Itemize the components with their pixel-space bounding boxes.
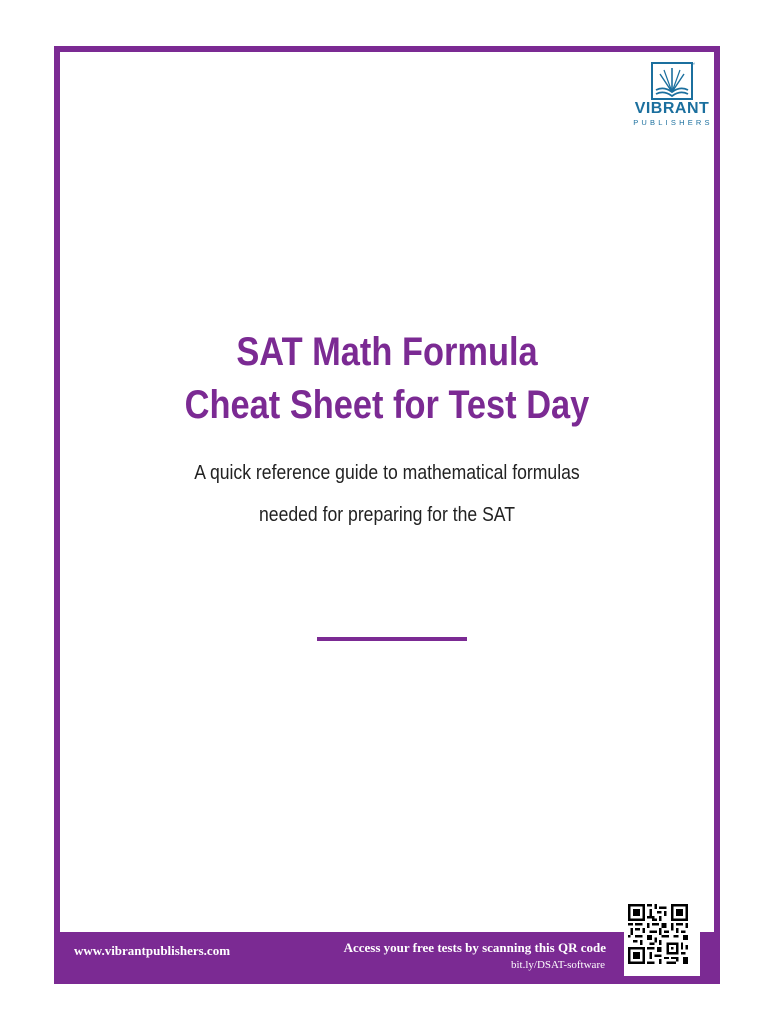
footer-bar — [60, 932, 714, 978]
open-book-logo-icon — [650, 62, 694, 100]
divider-rule — [317, 637, 467, 641]
trademark-symbol: ™ — [690, 62, 695, 68]
subtitle-line-1: A quick reference guide to mathematical formulas — [194, 462, 580, 484]
short-link[interactable]: bit.ly/DSAT-software — [510, 959, 605, 971]
subtitle-line-2: needed for preparing for the SAT — [258, 504, 515, 526]
page-frame — [54, 46, 720, 984]
publisher-logo — [622, 62, 722, 136]
website-link[interactable]: www.vibrantpublishers.com — [74, 943, 231, 958]
brand-name: VIBRANT — [634, 100, 710, 117]
title-line-2: Cheat Sheet for Test Day — [184, 383, 590, 427]
brand-subtitle: PUBLISHERS — [633, 118, 713, 127]
page-title — [106, 326, 668, 432]
qr-code[interactable] — [624, 900, 700, 976]
title-line-1: SAT Math Formula — [236, 330, 538, 374]
page-subtitle — [99, 452, 675, 536]
qr-call-to-action: Access your free tests by scanning this QR code — [343, 940, 606, 955]
qr-code-icon — [628, 904, 688, 964]
